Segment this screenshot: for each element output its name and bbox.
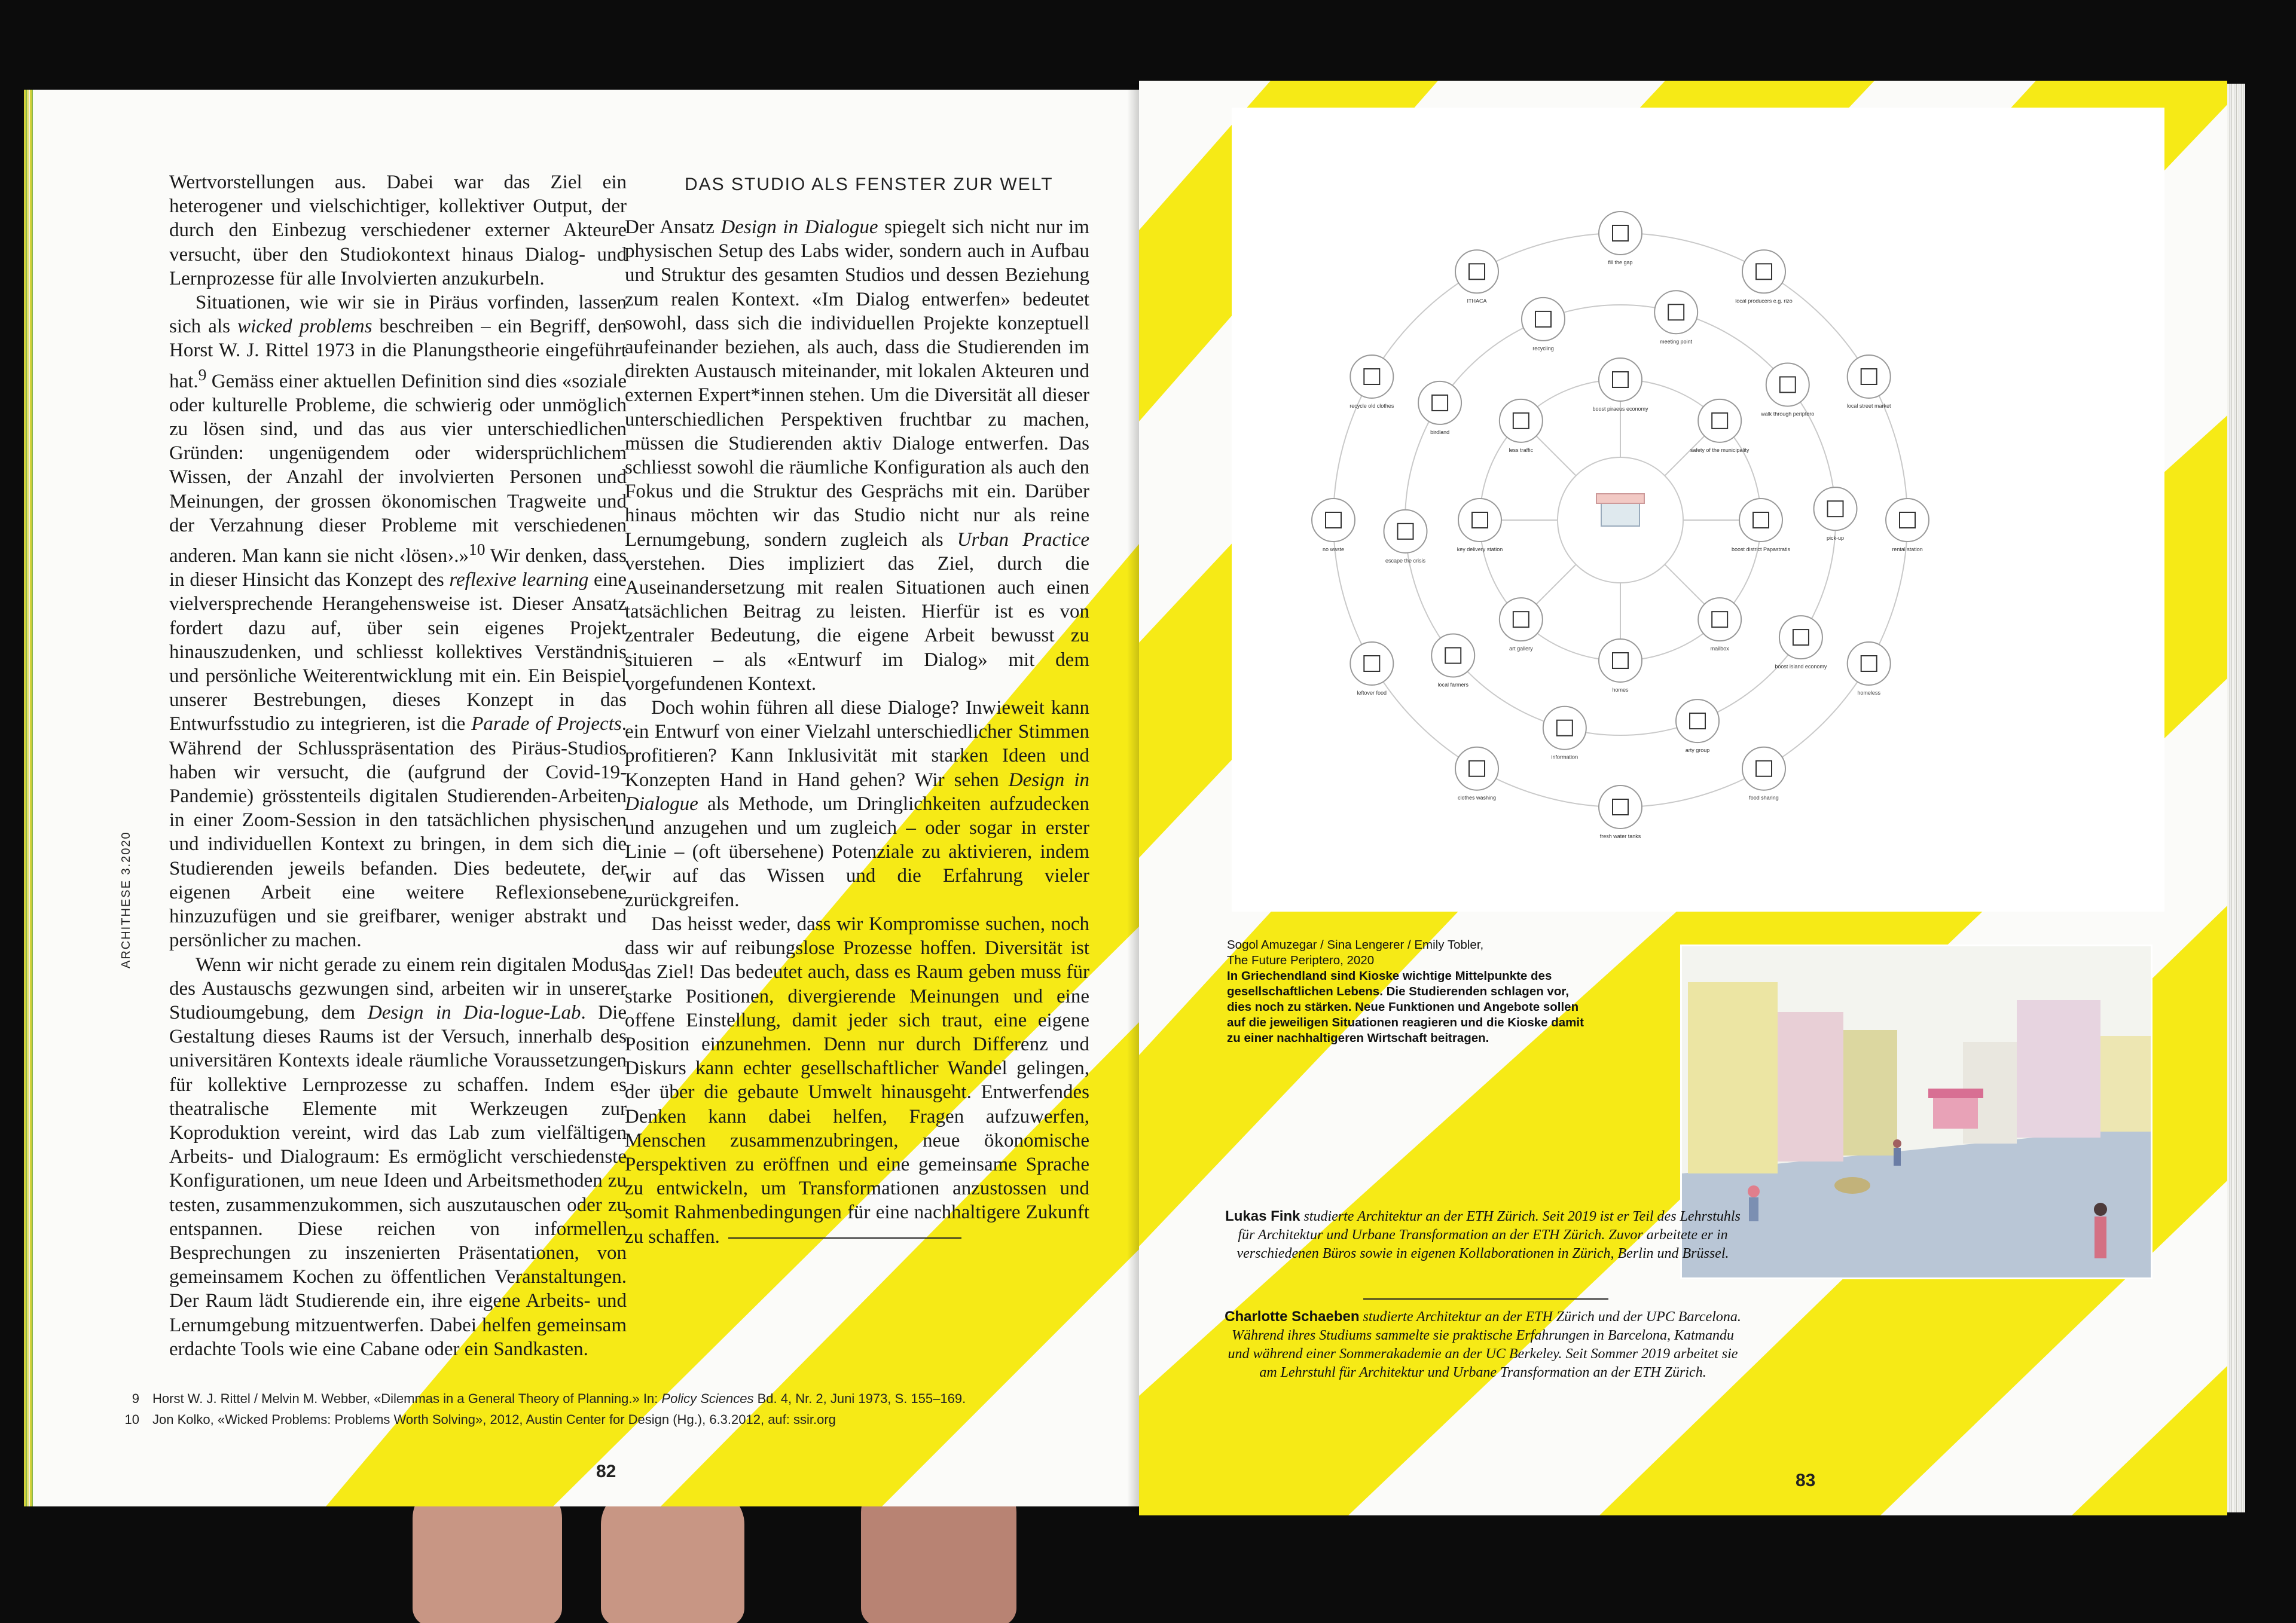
figure-caption: [1227, 937, 1586, 1046]
footnote: [121, 1388, 966, 1409]
diagram-node: [1455, 250, 1498, 304]
diagram-node-label: homeless: [1857, 690, 1880, 696]
diagram-node: [1599, 785, 1642, 839]
diagram-node: [1500, 399, 1543, 453]
diagram-node: [1500, 598, 1543, 652]
diagram-node: [1732, 499, 1791, 552]
diagram-node-label: fill the gap: [1608, 259, 1633, 265]
periptero-network-diagram: [1232, 108, 2164, 912]
diagram-node: [1431, 634, 1474, 688]
diagram-node: [1599, 639, 1642, 693]
diagram-node-label: arty group: [1685, 747, 1710, 754]
diagram-node: [1455, 747, 1498, 801]
diagram-graphic: [1232, 108, 2164, 912]
diagram-node: [1522, 298, 1565, 352]
page-edges-right: [2227, 84, 2245, 1512]
diagram-node: [1735, 250, 1793, 304]
diagram-node-label: local street market: [1846, 403, 1891, 409]
paragraph: Wenn wir nicht gerade zu einem rein digitalen Modus des Austauschs gezwungen sind, arbeiten wir in unserer Studioumgebung, dem Design in Dia-logue-Lab. Die Gestaltung dieses Raums ist der Versuch, innerhalb des universitären Kontexts ideale räumliche Voraussetzungen für kollektive Lernprozesse zu schaffen. Indem es theatralische Elemente mit Werkzeugen zur Koproduktion vereint, wird das Lab zum vielfältigen Arbeits- und Dialograum: Es ermöglicht verschiedenste Konfigurationen, um neue Ideen und Arbeitsmethoden zu testen, zusammenzukommen, sich auszutauschen oder zu entspannen. Diese reichen von informellen Besprechungen zu inszenierten Präsentationen, von gemeinsamem Kochen zu öffentlichen Veranstaltungen. Der Raum lädt Studierende ein, ihre eigene Arbeits- und Lernumgebung mitzuentwerfen. Dabei helfen gemeinsam erdachte Tools wie eine Cabane oder ein Sandkasten.: [169, 953, 627, 1360]
bio-name: Lukas Fink: [1225, 1208, 1300, 1224]
diagram-node-label: art gallery: [1509, 646, 1533, 652]
footnote-text: Jon Kolko, «Wicked Problems: Problems Worth Solving», 2012, Austin Center for Design (Hg.), 6.3.2012, auf: ssir.org: [152, 1412, 836, 1427]
footnote-text: Horst W. J. Rittel / Melvin M. Webber, «Dilemmas in a General Theory of Planning.» In: Policy Sciences Bd. 4, Nr. 2, Juni 1973, S. 155–169.: [152, 1391, 966, 1406]
kiosk-icon: [1596, 494, 1644, 526]
diagram-node: [1690, 399, 1750, 453]
diagram-node-label: fresh water tanks: [1599, 833, 1641, 839]
diagram-node: [1599, 212, 1642, 265]
diagram-node: [1384, 510, 1427, 564]
diagram-node: [1847, 355, 1891, 409]
footnote: [121, 1409, 966, 1430]
closing-rule: [728, 1237, 961, 1239]
diagram-node-label: escape the crisis: [1385, 557, 1426, 564]
paragraph: Wertvorstellungen aus. Dabei war das Ziel ein heterogener und vielschichtiger, kollektiver Output, der durch den Einbezug verschiedener externer Akteure versucht, über den Studiokontext hinaus Dialog- und Lernprozesse für alle Involvierten anzukurbeln.: [169, 172, 627, 289]
diagram-node-label: information: [1551, 754, 1578, 760]
diagram-node: [1457, 499, 1503, 552]
diagram-node: [1886, 499, 1929, 552]
diagram-node: [1654, 291, 1697, 344]
diagram-node-label: safety of the municipality: [1690, 447, 1750, 453]
paragraph: Das heisst weder, dass wir Kompromisse suchen, noch dass wir auf reibungslose Prozesse hoffen. Diversität ist das Ziel! Das bedeutet auch, dass es Raum geben muss für starke Positionen, divergierende Meinungen und eine offene Einstellung, damit jeder sich traut, eine eigene Position einzunehmen. Denn nur durch Differenz und Diskurs kann echter gesellschaftlicher Wandel gelingen, der über die gebaute Umwelt hinausgeht. Entwerfendes Denken kann dabei helfen, Fragen aufzuwerfen, Menschen zusammenzubringen, neue ökonomische Perspektiven zu eröffnen und eine gemeinsame Sprache zu entwickeln, um Transformationen anzustossen und somit Rahmenbedingungen für eine nachhaltigere Zukunft zu schaffen.: [625, 913, 1089, 1248]
diagram-node: [1312, 499, 1355, 552]
diagram-node-label: homes: [1612, 687, 1629, 693]
diagram-node: [1418, 381, 1461, 435]
paragraph: Doch wohin führen all diese Dialoge? Inwieweit kann ein Entwurf von einer Vielzahl unterschiedlicher Stimmen profitieren? Kann Inklusivität mit starken Ideen und Konzepten Hand in Hand gehen? Wir sehen Design in Dialogue als Methode, um Dringlichkeiten aufzudecken und anzugehen und um zugleich – oder sogar in erster Linie – (oft übersehene) Potenziale zu aktivieren, indem wir auf das Wissen und die Erfahrung vieler zurückgreifen.: [625, 697, 1089, 911]
caption-credits: Sogol Amuzegar / Sina Lengerer / Emily Tobler,: [1227, 938, 1484, 952]
paragraph: Situationen, wie wir sie in Piräus vorfinden, lassen sich als wicked problems beschreiben – ein Begriff, den Horst W. J. Rittel 1973 in die Planungstheorie eingeführt hat.$^9$ Gemäss einer aktuellen Definition sind dies «soziale oder kulturelle Probleme, die schwierig oder unmöglich zu lösen sind, und das aus vier unterschiedlichen Gründen: ungenügendem oder widersprüchlichem Wissen, der Anzahl der involvierten Personen und Meinungen, der grossen ökonomischen Tragweite und der Verzahnung dieser Probleme mit verschiedenen anderen. Man kann sie nicht ‹lösen›.»$^{10}$ Wir denken, dass in dieser Hinsicht das Konzept des reflexive learning eine vielversprechende Herangehensweise ist. Dieser Ansatz fordert dazu auf, über sein eigenes Projekt hinauszudenken, und schliesst kollektives Verständnis und persönliche Weiterentwicklung mit ein. Ein Beispiel unserer Bestrebungen, dieses Konzept in das Entwurfsstudio zu integrieren, ist die Parade of Projects. Während der Schlusspräsentation des Piräus-Studios haben wir versucht, die (aufgrund der Covid-19-Pandemie) grösstenteils digitalen Studierenden-Arbeiten in einer Zoom-Session in den tatsächlichen physischen und individuellen Kontext zu bringen, in dem sich die Studierenden jeweils befanden. Dies bedeutete, der eigenen Arbeit eine weitere Reflexionsebene hinzuzufügen und sie greifbarer, weniger abstrakt und persönlicher zu machen.: [169, 292, 627, 952]
diagram-node-label: food sharing: [1749, 794, 1779, 801]
diagram-node: [1760, 363, 1814, 417]
bio-charlotte-schaeben: [1220, 1307, 1746, 1382]
diagram-node-label: local farmers: [1437, 681, 1468, 688]
diagram-node: [1349, 355, 1394, 409]
hand-finger: [601, 1488, 744, 1623]
diagram-node-label: clothes washing: [1457, 794, 1497, 801]
caption-title: The Future Periptero, 2020: [1227, 953, 1375, 967]
bio-name: Charlotte Schaeben: [1225, 1309, 1360, 1325]
diagram-node-label: rental station: [1892, 546, 1923, 552]
diagram-node: [1676, 699, 1719, 753]
diagram-node-label: recycle old clothes: [1349, 403, 1394, 409]
diagram-node-label: less traffic: [1509, 447, 1534, 453]
text-column-2: [625, 215, 1089, 1249]
diagram-node-label: ITHACA: [1467, 298, 1487, 304]
page-number-right: 83: [1796, 1471, 1816, 1490]
page-number-left: 82: [596, 1462, 616, 1481]
diagram-node-label: local producers e.g. rizo: [1735, 298, 1793, 304]
left-page: [33, 90, 1139, 1506]
diagram-node-label: birdland: [1430, 429, 1450, 435]
diagram-node-label: no waste: [1322, 546, 1345, 552]
diagram-node-label: meeting point: [1660, 338, 1693, 345]
diagram-node-label: walk through periptero: [1761, 411, 1815, 417]
diagram-node-label: leftover food: [1357, 690, 1387, 696]
bio-lukas-fink: [1220, 1207, 1746, 1263]
diagram-node: [1543, 707, 1586, 760]
running-head: ARCHITHESE 3.2020: [120, 831, 133, 968]
footnotes: [121, 1388, 966, 1430]
text-column-1: [169, 170, 627, 1361]
diagram-node-label: boost district Papastratis: [1731, 546, 1791, 552]
footnote-number: 9: [132, 1391, 139, 1406]
diagram-node: [1742, 747, 1785, 801]
paragraph: Der Ansatz Design in Dialogue spiegelt sich nicht nur im physischen Setup des Labs wider, sondern auch in Aufbau und Struktur des gesamten Studios und dessen Beziehung zum realen Kontext. «Im Dialog entwerfen» bedeutet sowohl, dass sich die individuellen Projekte konzeptuell aufeinander beziehen, als auch, dass die Studierenden im direkten Austausch miteinander, mit lokalen Akteuren und externen Expert*innen stehen. Um die Diversität all dieser unterschiedlichen Perspektiven fruchtbar zu machen, müssen die Studierenden aktiv Dialoge entwerfen. Das schliesst sowohl die räumliche Konfiguration als auch den Fokus und die Struktur des Gesprächs mit ein. Darüber hinaus möchten wir das Studio nicht nur als reine Lernumgebung, sondern zugleich als Urban Practice verstehen. Dies impliziert das Ziel, durch die Auseinandersetzung mit realen Situationen auch einen tatsächlichen Beitrag zu leisten. Hierfür ist es von zentraler Bedeutung, die eigene Arbeit bewusst zu situieren – als «Entwurf im Dialog» mit dem vorgefundenen Kontext.: [625, 216, 1090, 695]
diagram-node-label: mailbox: [1710, 646, 1729, 652]
diagram-node: [1698, 598, 1741, 652]
diagram-node-label: pick-up: [1826, 535, 1845, 542]
diagram-node-label: recycling: [1532, 345, 1554, 352]
footnote-number: 10: [124, 1412, 139, 1427]
diagram-node-label: key delivery station: [1457, 546, 1503, 552]
diagram-node-label: boost island economy: [1775, 664, 1827, 670]
diagram-node-label: boost piraeus economy: [1592, 406, 1648, 412]
kiosk-street-illustration: [1680, 945, 2152, 1279]
bio-divider: [1363, 1298, 1608, 1300]
bio-text: studierte Architektur an der ETH Zürich. Seit 2019 ist er Teil des Lehrstuhls für Architektur und Urbane Transformation an der ETH Zürich. Zuvor arbeitete er in verschiedenen Büros sowie in eigenen Kollaborationen in Zürich, Berlin und Brüssel.: [1236, 1209, 1741, 1261]
section-heading: DAS STUDIO ALS FENSTER ZUR WELT: [685, 175, 1054, 194]
bio-text: studierte Architektur an der ETH Zürich und der UPC Barcelona. Während ihres Studiums sammelte sie praktische Erfahrungen in Barcelona, Katmandu und während einer Sommerakademie an der UC Berkeley. Seit Sommer 2019 arbeitet sie am Lehrstuhl für Architektur und Urbane Transformation an der ETH Zürich.: [1228, 1309, 1741, 1380]
caption-text: In Griechendland sind Kioske wichtige Mittelpunkte des gesellschaftlichen Lebens. Die Studierenden schlagen vor, dies noch zu stärken. Neue Funktionen und Angebote sollen auf die jeweiligen Situationen reagieren und die Kioske damit zu einer nachhaltigeren Wirtschaft beitragen.: [1227, 969, 1584, 1045]
